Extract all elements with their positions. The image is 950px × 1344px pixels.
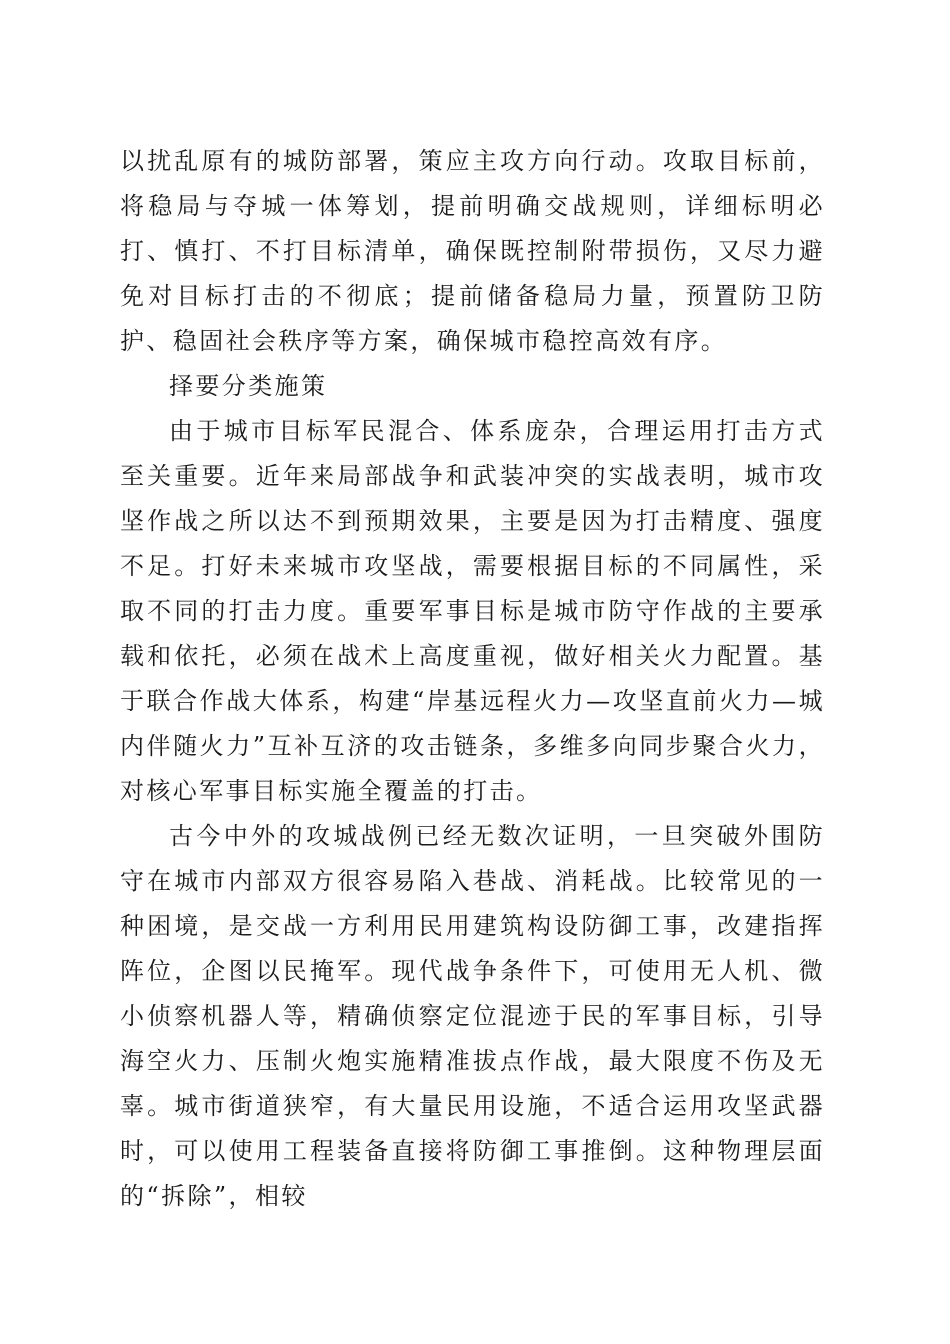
body-paragraph: 古今中外的攻城战例已经无数次证明，一旦突破外围防守在城市内部双方很容易陷入巷战、消耗战。比较常见的一种困境，是交战一方利用民用建筑构设防御工事，改建指挥阵位，企图以民掩军。现代战争条件下，可使用无人机、微小侦察机器人等，精确侦察定位混迹于民的军事目标，引导海空火力、压制火炮实施精准拔点作战，最大限度不伤及无辜。城市街道狭窄，有大量民用设施，不适合运用攻坚武器时，可以使用工程装备直接将防御工事推倒。这种物理层面的“拆除”，相较 — [120, 822, 825, 1210]
body-paragraph-continued: 以扰乱原有的城防部署，策应主攻方向行动。攻取目标前，将稳局与夺城一体筹划，提前明确交战规则，详细标明必打、慎打、不打目标清单，确保既控制附带损伤，又尽力避免对目标打击的不彻底；提前储备稳局力量，预置防卫防护、稳固社会秩序等方案，确保城市稳控高效有序。 — [120, 147, 825, 355]
body-paragraph: 由于城市目标军民混合、体系庞杂，合理运用打击方式至关重要。近年来局部战争和武装冲突的实战表明，城市攻坚作战之所以达不到预期效果，主要是因为打击精度、强度不足。打好未来城市攻坚战，需要根据目标的不同属性，采取不同的打击力度。重要军事目标是城市防守作战的主要承载和依托，必须在战术上高度重视，做好相关火力配置。基于联合作战大体系，构建“岸基远程火力—攻坚直前火力—城内伴随火力”互补互济的攻击链条，多维多向同步聚合火力，对核心军事目标实施全覆盖的打击。 — [120, 417, 825, 805]
section-heading: 择要分类施策 — [169, 372, 328, 400]
document-body — [120, 139, 825, 1219]
